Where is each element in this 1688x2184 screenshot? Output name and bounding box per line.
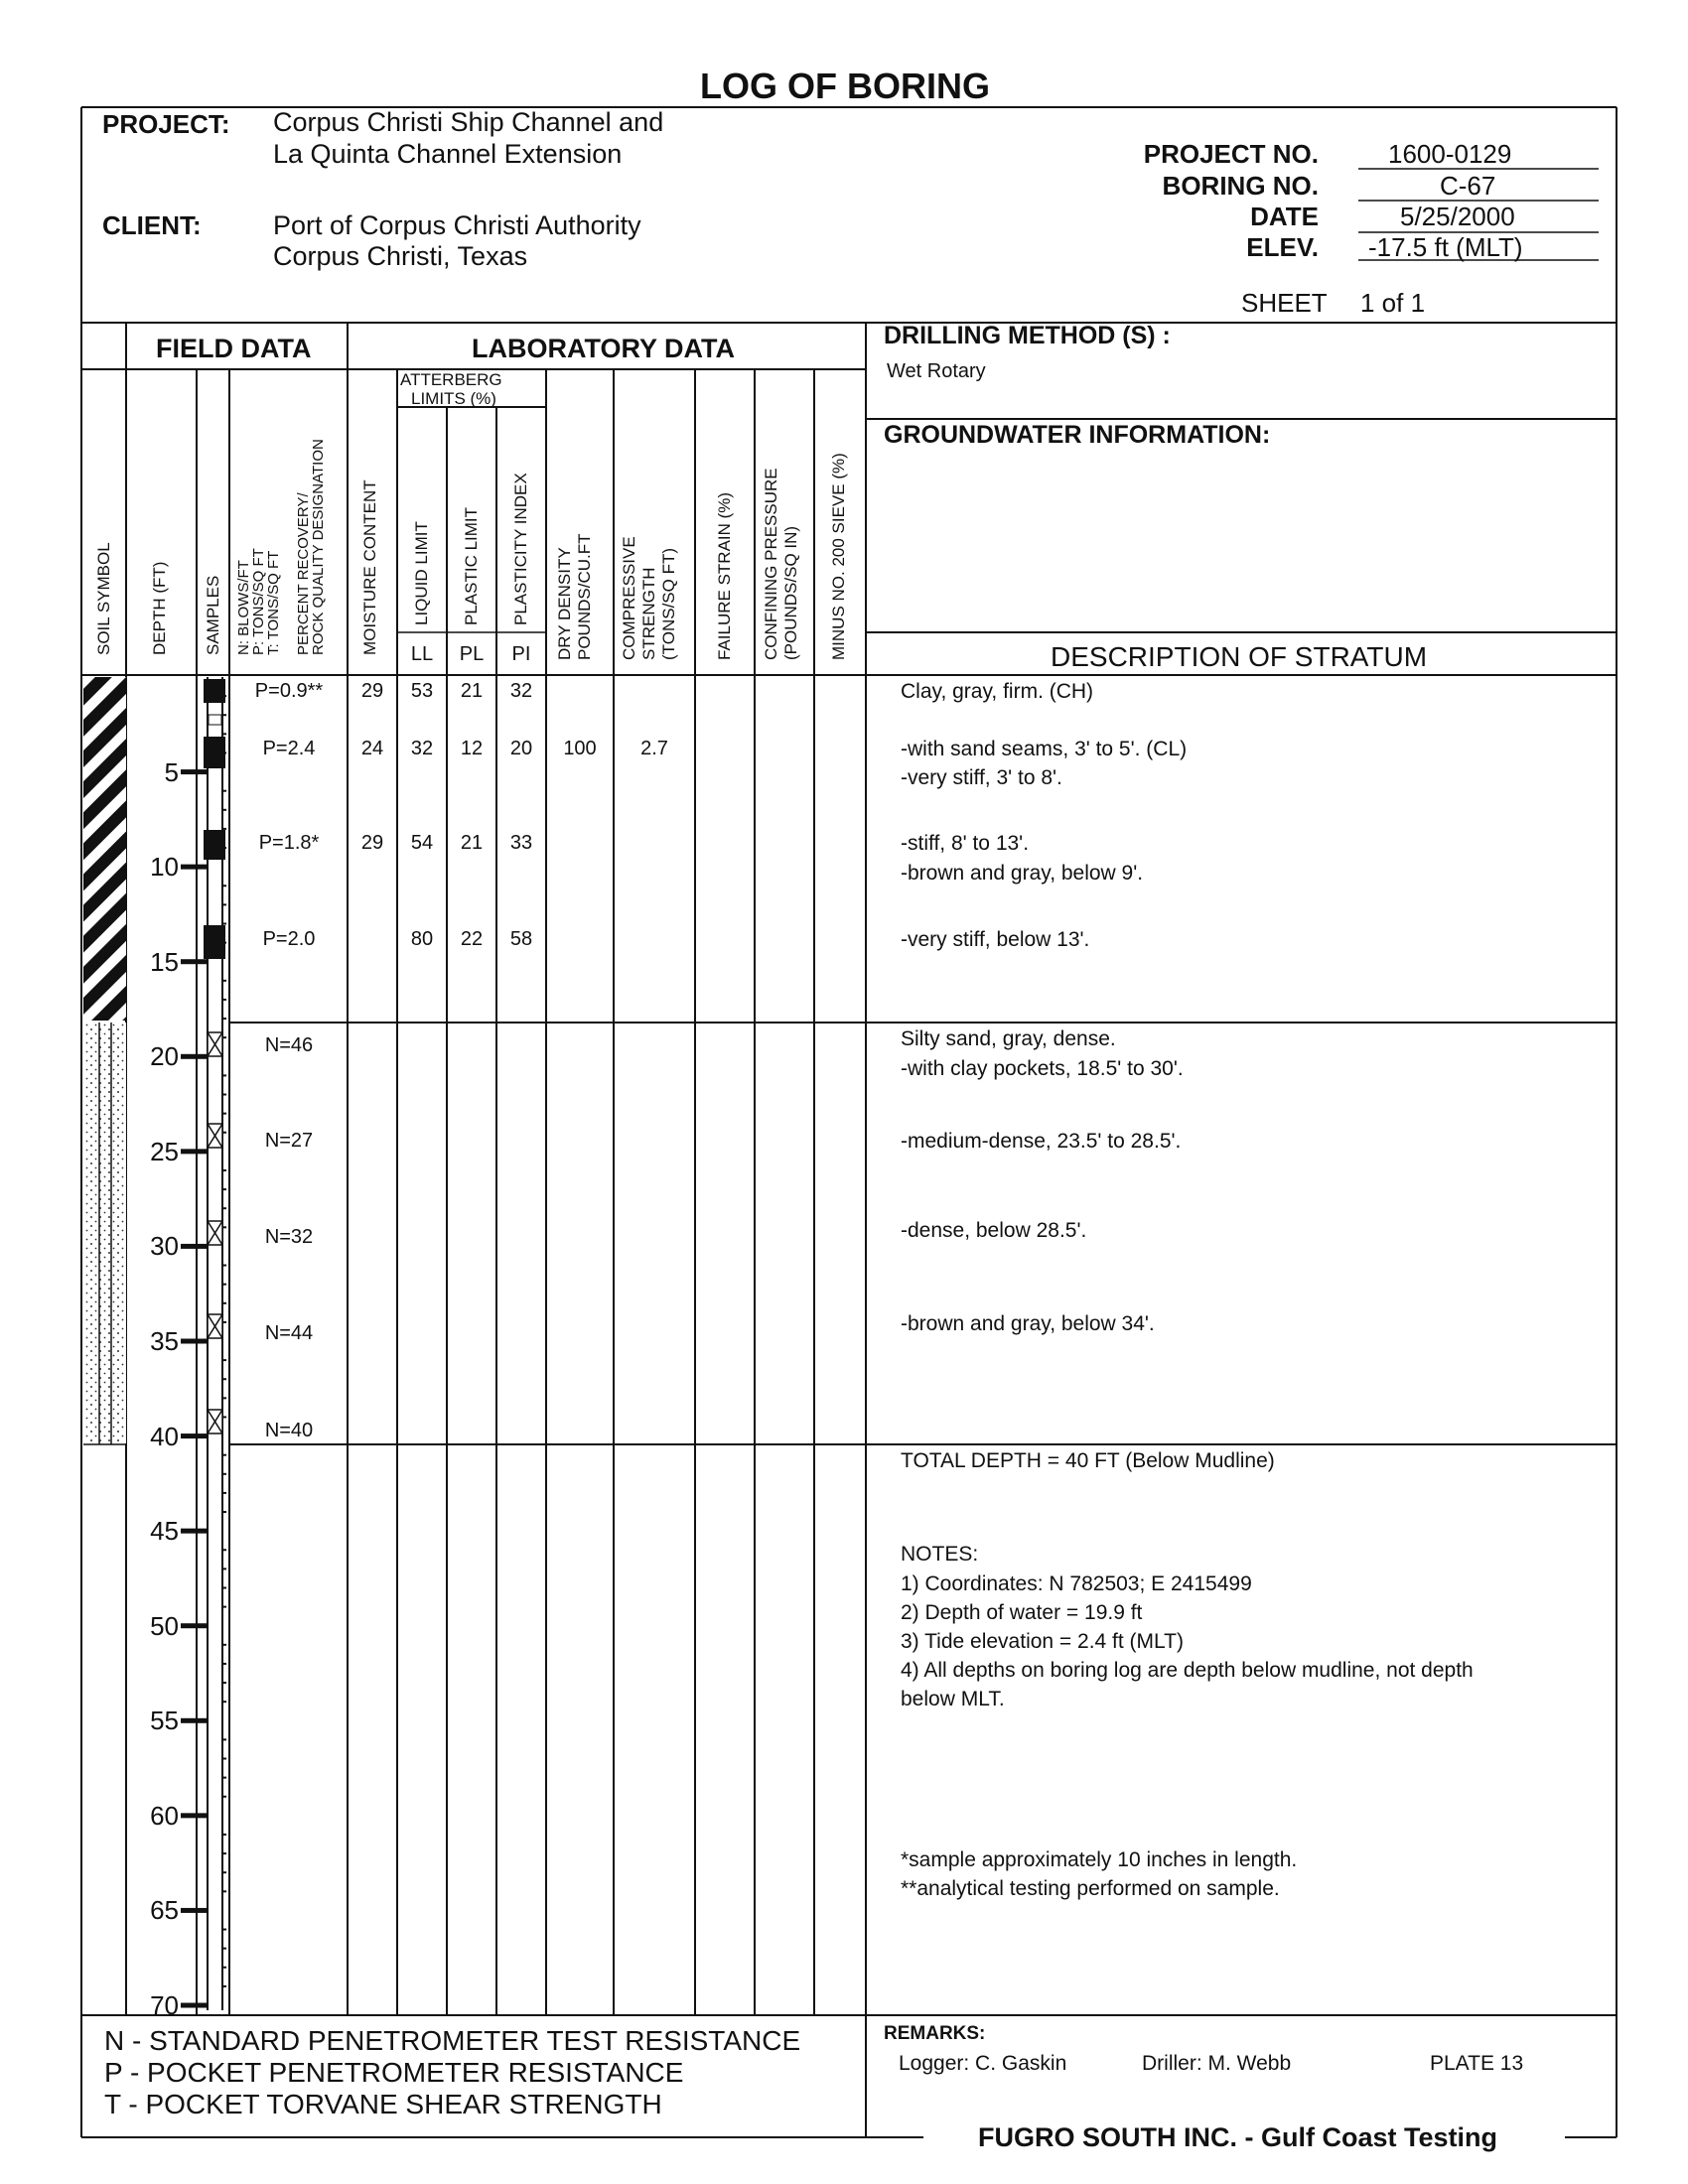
liquid-limit-label: LIQUID LIMIT: [412, 521, 431, 625]
footnote-line: **analytical testing performed on sample.: [901, 1877, 1280, 1900]
samples-label: SAMPLES: [204, 575, 222, 655]
groundwater-label: GROUNDWATER INFORMATION:: [884, 421, 1271, 449]
sheet-value: 1 of 1: [1360, 288, 1426, 318]
pl-label: PL: [459, 643, 485, 665]
project-no-value: 1600-0129: [1388, 139, 1512, 169]
company-name: FUGRO SOUTH INC. - Gulf Coast Testing: [978, 2122, 1497, 2152]
depth-label: 65: [150, 1895, 179, 1926]
pi-value: 58: [509, 928, 533, 950]
legend-t: T - POCKET TORVANE SHEAR STRENGTH: [104, 2089, 662, 2119]
compressive-value: 2.7: [640, 738, 668, 759]
depth-label: 25: [150, 1136, 179, 1166]
depth-label: 40: [150, 1421, 179, 1451]
depth-label: 60: [150, 1800, 179, 1831]
description-line: -with clay pockets, 18.5' to 30'.: [901, 1057, 1184, 1080]
atterberg-label-1: ATTERBERG: [400, 370, 502, 389]
depth-label: DEPTH (FT): [150, 561, 169, 655]
driller: Driller: M. Webb: [1142, 2052, 1292, 2075]
field-value: P=2.4: [262, 738, 316, 759]
moisture-value: 29: [360, 832, 384, 854]
field-value: N=40: [264, 1420, 314, 1441]
field-data-header: FIELD DATA: [156, 334, 312, 363]
field-value: P=1.8*: [258, 832, 320, 854]
compressive-label-2: STRENGTH: [639, 567, 658, 660]
field-test-label-2: P: TONS/SQ FT: [250, 548, 267, 655]
pi-value: 33: [509, 832, 533, 854]
description-line: -very stiff, 3' to 8'.: [901, 766, 1062, 789]
ll-value: 54: [410, 832, 434, 854]
project-no-label: PROJECT NO.: [1143, 139, 1319, 169]
moisture-value: 29: [360, 680, 384, 702]
depth-label: 70: [150, 1990, 179, 2020]
remarks-label: REMARKS:: [884, 2023, 986, 2044]
client-line2: Corpus Christi, Texas: [273, 241, 528, 271]
compressive-label-3: (TONS/SQ FT): [659, 547, 678, 660]
ll-value: 53: [410, 680, 434, 702]
depth-label: 50: [150, 1610, 179, 1641]
depth-label: 30: [150, 1231, 179, 1262]
boring-no-value: C-67: [1440, 171, 1496, 201]
note-line: below MLT.: [901, 1688, 1005, 1710]
project-label: PROJECT:: [102, 109, 230, 139]
pi-label: PI: [511, 643, 531, 665]
depth-label: 55: [150, 1706, 179, 1736]
field-value: N=27: [264, 1130, 314, 1152]
field-value: P=0.9**: [254, 680, 324, 702]
note-line: 2) Depth of water = 19.9 ft: [901, 1601, 1143, 1624]
plasticity-index-label: PLASTICITY INDEX: [511, 473, 530, 625]
elev-label: ELEV.: [1246, 232, 1319, 262]
note-line: 3) Tide elevation = 2.4 ft (MLT): [901, 1630, 1184, 1653]
field-test-label-1: N: BLOWS/FT: [235, 560, 252, 655]
depth-label: 45: [150, 1516, 179, 1547]
field-test-label-5: ROCK QUALITY DESIGNATION: [310, 439, 327, 655]
description-header: DESCRIPTION OF STRATUM: [1051, 641, 1428, 672]
atterberg-label-2: LIMITS (%): [411, 389, 496, 408]
moisture-value: 24: [360, 738, 384, 759]
dry-density-value: 100: [563, 738, 597, 759]
confining-label-1: CONFINING PRESSURE: [762, 468, 780, 660]
pl-value: 22: [460, 928, 484, 950]
description-line: Silty sand, gray, dense.: [901, 1027, 1116, 1050]
pi-value: 32: [509, 680, 533, 702]
depth-label: 5: [164, 756, 179, 787]
sheet-label: SHEET: [1241, 288, 1328, 318]
description-line: -with sand seams, 3' to 5'. (CL): [901, 738, 1188, 760]
depth-label: 10: [150, 852, 179, 883]
pl-value: 21: [460, 832, 484, 854]
field-value: P=2.0: [262, 928, 316, 950]
description-line: -brown and gray, below 34'.: [901, 1312, 1155, 1335]
date-label: DATE: [1250, 202, 1319, 231]
notes-heading: NOTES:: [901, 1543, 979, 1566]
description-line: -very stiff, below 13'.: [901, 928, 1090, 951]
legend-n: N - STANDARD PENETROMETER TEST RESISTANCE: [104, 2025, 801, 2056]
field-value: N=44: [264, 1322, 314, 1344]
plate: PLATE 13: [1430, 2052, 1524, 2075]
field-value: N=32: [264, 1226, 314, 1248]
confining-label-2: (POUNDS/SQ IN): [781, 525, 800, 660]
footnote-line: *sample approximately 10 inches in length.: [901, 1848, 1298, 1871]
plastic-limit-label: PLASTIC LIMIT: [462, 506, 481, 625]
description-line: -stiff, 8' to 13'.: [901, 832, 1030, 855]
boring-no-label: BORING NO.: [1162, 171, 1319, 201]
moisture-label: MOISTURE CONTENT: [360, 479, 379, 655]
total-depth: TOTAL DEPTH = 40 FT (Below Mudline): [901, 1449, 1275, 1472]
description-line: -brown and gray, below 9'.: [901, 862, 1144, 885]
client-label: CLIENT:: [102, 210, 202, 240]
page-title: LOG OF BORING: [700, 66, 990, 106]
note-line: 4) All depths on boring log are depth below mudline, not depth: [901, 1659, 1474, 1682]
depth-label: 35: [150, 1326, 179, 1356]
description-line: -dense, below 28.5'.: [901, 1219, 1087, 1242]
description-line: -medium-dense, 23.5' to 28.5'.: [901, 1130, 1182, 1153]
field-test-label-3: T: TONS/SQ FT: [265, 550, 282, 655]
soil-symbol-label: SOIL SYMBOL: [94, 542, 113, 655]
client-line1: Port of Corpus Christi Authority: [273, 210, 641, 240]
legend-p: P - POCKET PENETROMETER RESISTANCE: [104, 2057, 684, 2088]
pl-value: 21: [460, 680, 484, 702]
pi-value: 20: [509, 738, 533, 759]
pl-value: 12: [460, 738, 484, 759]
ll-label: LL: [410, 643, 434, 665]
date-value: 5/25/2000: [1400, 202, 1515, 231]
ll-value: 32: [410, 738, 434, 759]
elev-value: -17.5 ft (MLT): [1368, 232, 1523, 262]
minus-200-label: MINUS NO. 200 SIEVE (%): [829, 453, 848, 660]
depth-label: 15: [150, 946, 179, 977]
ll-value: 80: [410, 928, 434, 950]
note-line: 1) Coordinates: N 782503; E 2415499: [901, 1572, 1252, 1595]
dry-density-label-1: DRY DENSITY: [555, 547, 574, 660]
logger: Logger: C. Gaskin: [899, 2052, 1067, 2075]
field-test-label-4: PERCENT RECOVERY/: [295, 492, 312, 655]
failure-strain-label: FAILURE STRAIN (%): [715, 491, 734, 660]
project-line1: Corpus Christi Ship Channel and: [273, 107, 664, 137]
laboratory-data-header: LABORATORY DATA: [472, 334, 735, 363]
drilling-method-label: DRILLING METHOD (S) :: [884, 322, 1171, 349]
drilling-method-value: Wet Rotary: [887, 360, 986, 382]
compressive-label-1: COMPRESSIVE: [620, 536, 638, 660]
depth-label: 20: [150, 1041, 179, 1072]
project-line2: La Quinta Channel Extension: [273, 139, 623, 169]
field-value: N=46: [264, 1034, 314, 1056]
description-line: Clay, gray, firm. (CH): [901, 680, 1094, 703]
dry-density-label-2: POUNDS/CU.FT: [575, 533, 594, 660]
